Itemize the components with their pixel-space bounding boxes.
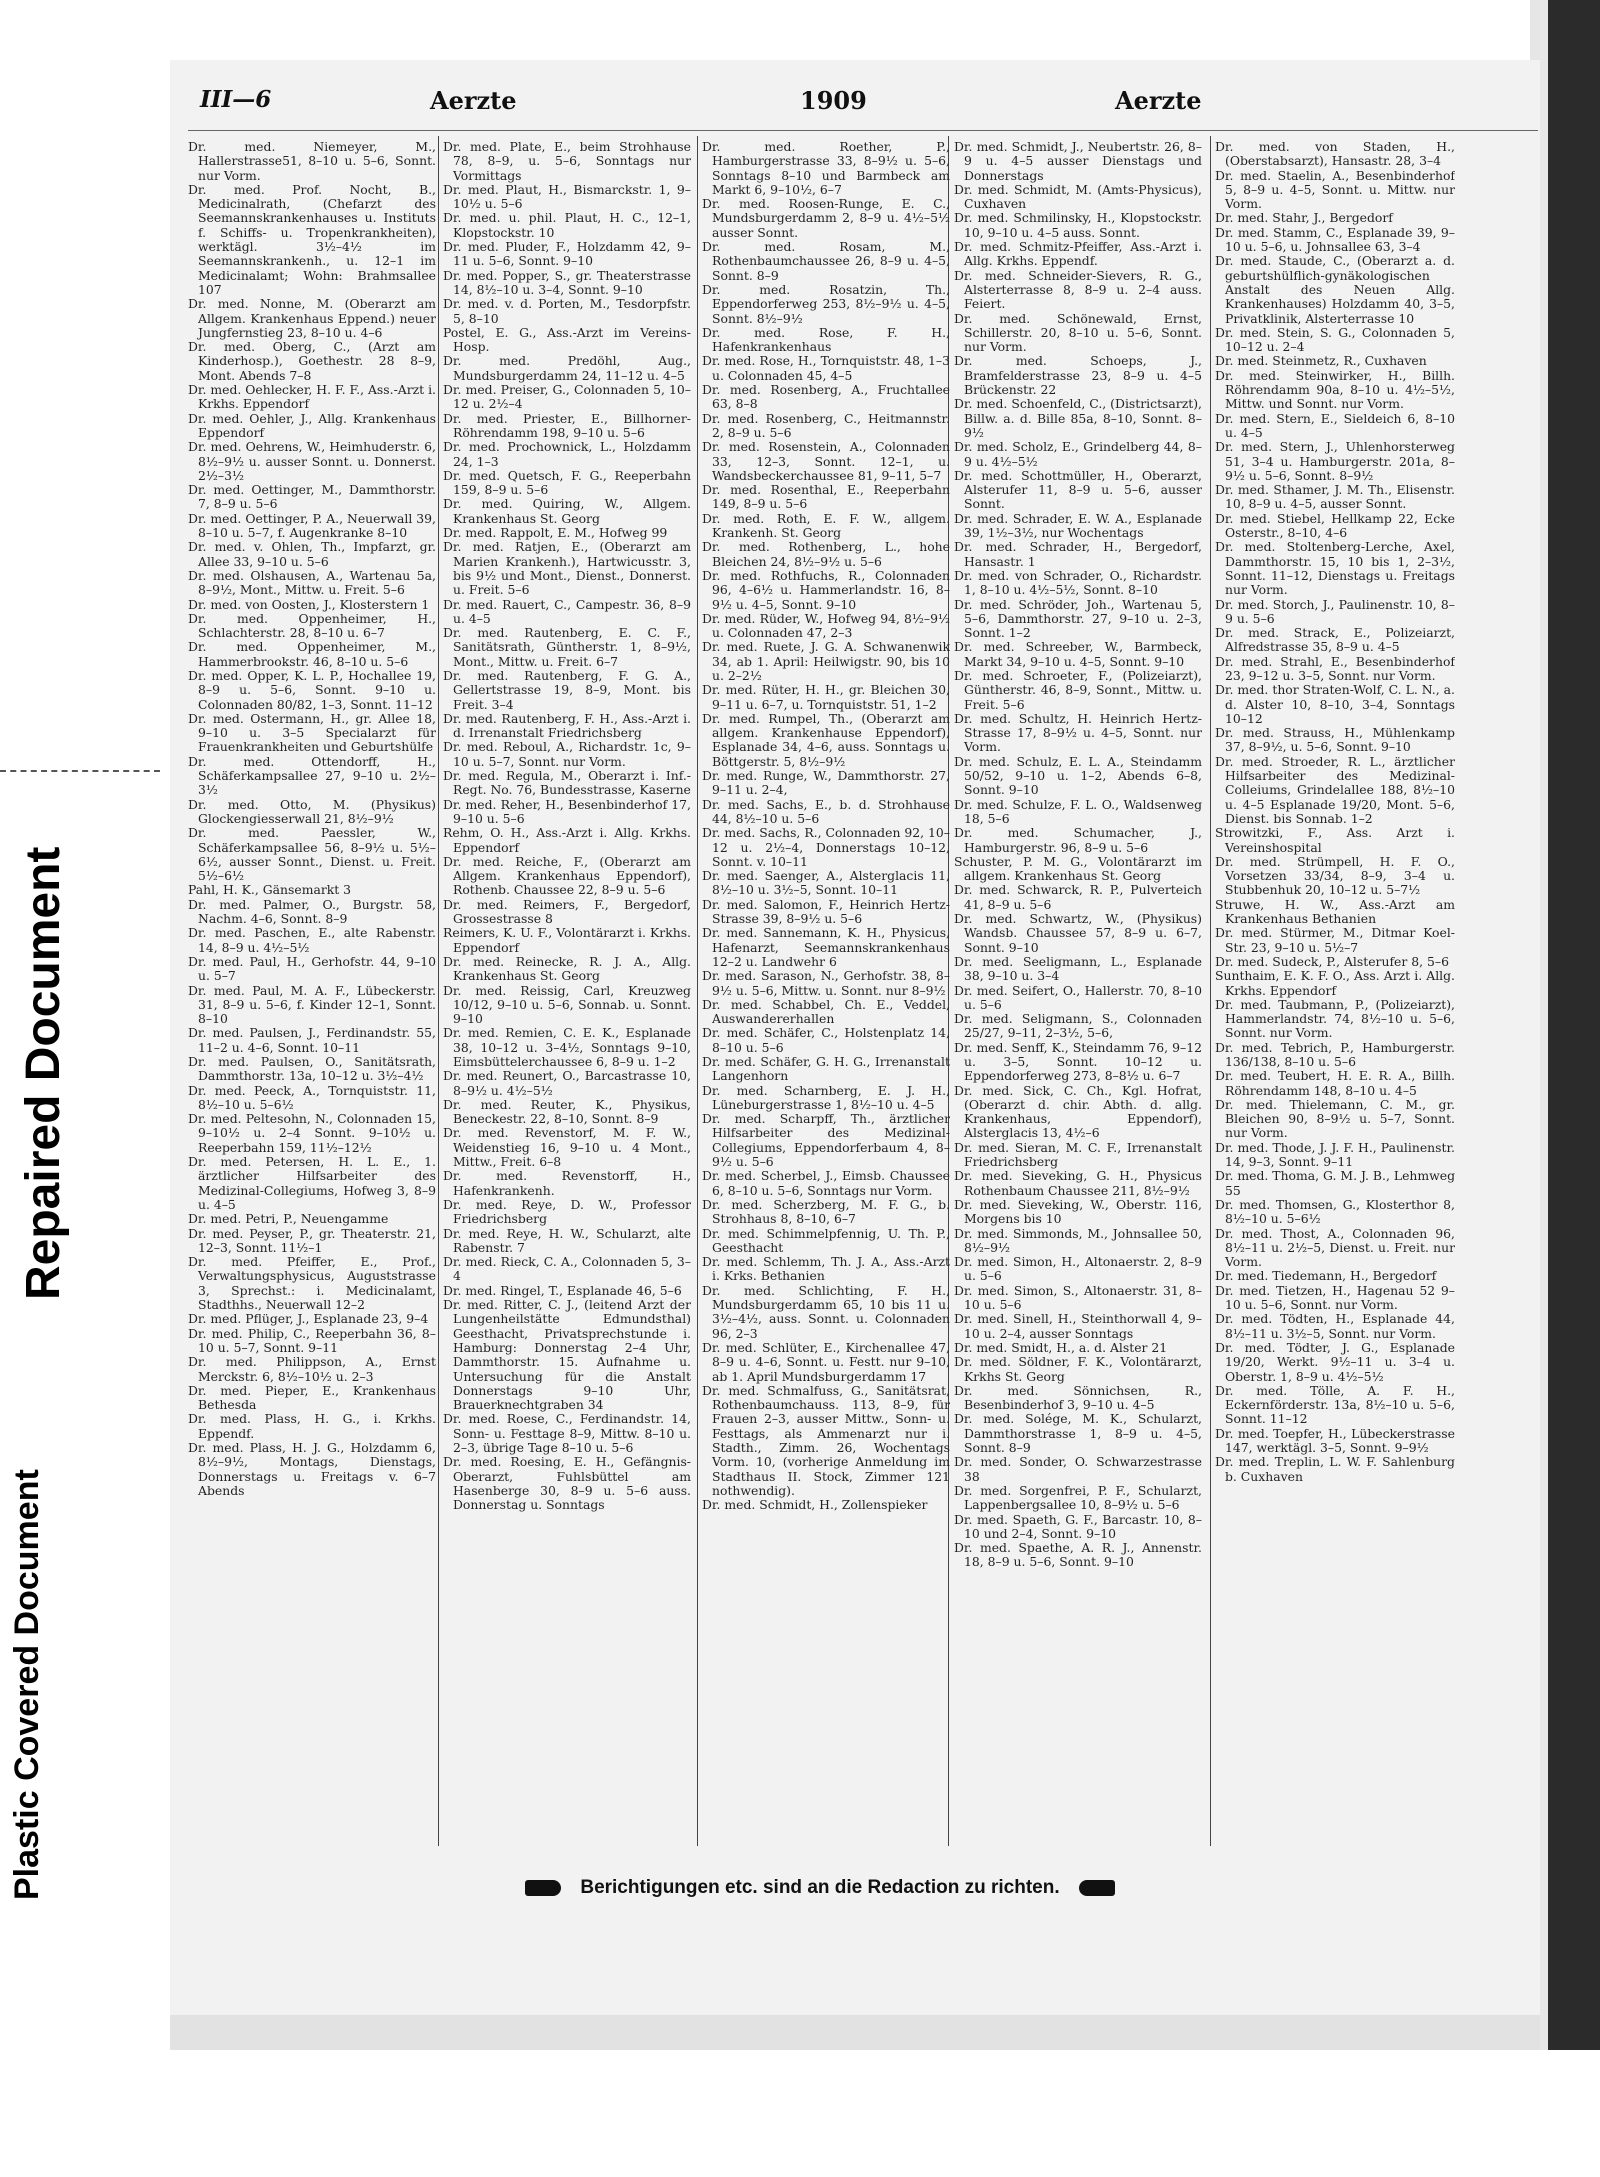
directory-entry: Dr. med. Rose, H., Tornquiststr. 48, 1–3 u. Colonnaden 45, 4–5 — [702, 353, 950, 383]
directory-entry: Dr. med. Strahl, E., Besenbinderhof 23, 9–12 u. 3–5, Sonnt. nur Vorm. — [1215, 653, 1455, 683]
directory-entry: Dr. med. Stein, S. G., Colonnaden 5, 10–12 u. 2–4 — [1215, 324, 1455, 355]
directory-entry: Dr. med. Sorgenfrei, P. F., Schularzt, Lappenbergsallee 10, 8–9½ u. 5–6 — [954, 1482, 1202, 1513]
directory-entry: Dr. med. Stahr, J., Bergedorf — [1215, 210, 1393, 226]
directory-entry: Dr. med. Ostermann, H., gr. Allee 18, 9–10 u. 3–5 Specialarzt für Frauenkrankheiten und Geburtshülfe — [188, 710, 436, 755]
directory-entry: Dr. med. Schroeter, F., (Polizeiarzt), Güntherstr. 46, 8–9, Sonnt., Mittw. u. Freit. 5–6 — [954, 667, 1202, 712]
directory-entry: Dr. med. Reher, H., Besenbinderhof 17, 9–10 u. 5–6 — [443, 796, 691, 826]
directory-entry: Dr. med. Schmilinsky, H., Klopstockstr. 10, 9–10 u. 4–5 auss. Sonnt. — [954, 210, 1202, 240]
directory-entry: Dr. med. Petersen, H. L. E., 1. ärztlicher Hilfsarbeiter des Medizinal-Collegiums, Hofweg 3, 8–9 u. 4–5 — [188, 1154, 436, 1212]
directory-entry: Dr. med. Tiedemann, H., Bergedorf — [1215, 1268, 1437, 1284]
directory-entry: Dr. med. Rieck, C. A., Colonnaden 5, 3–4 — [443, 1254, 691, 1284]
directory-entry: Dr. med. Rose, F. H., Hafenkrankenhaus — [702, 324, 950, 355]
directory-entry: Dr. med. Oberg, C., (Arzt am Kinderhosp.), Goethestr. 28 8–9, Mont. Abends 7–8 — [188, 339, 436, 383]
directory-entry: Dr. med. Sonder, O. Schwarzestrasse 38 — [954, 1454, 1202, 1484]
directory-entry: Dr. med. thor Straten-Wolf, C. L. N., a. d. Alster 10, 8–10, 3–4, Sonntags 10–12 — [1215, 682, 1455, 726]
scan-edge-dark — [1548, 0, 1600, 2177]
directory-entry: Dr. med. Salomon, F., Heinrich Hertz-Strasse 39, 8–9½ u. 5–6 — [702, 896, 950, 927]
directory-entry: Dr. med. Stürmer, M., Ditmar Koel-Str. 23, 9–10 u. 5½–7 — [1215, 925, 1455, 955]
directory-entry: Dr. med. Priester, E., Billhorner-Röhrendamm 198, 9–10 u. 5–6 — [443, 410, 691, 440]
directory-entry: Dr. med. Rautenberg, F. G. A., Gellertstrasse 19, 8–9, Mont. bis Freit. 3–4 — [443, 667, 691, 712]
directory-entry: Dr. med. Schmidt, H., Zollenspieker — [702, 1497, 928, 1513]
directory-entry: Dr. med. Stern, J., Uhlenhorsterweg 51, 3–4 u. Hamburgerstr. 201a, 8–9½ u. 5–6, Sonnt. 8–9½ — [1215, 439, 1455, 483]
directory-entry: Dr. med. Steinwirker, H., Billh. Röhrendamm 90a, 8–10 u. 4½–5½, Mittw. und Sonnt. nur Vorm. — [1215, 367, 1455, 412]
directory-entry: Dr. med. Schimmelpfennig, U. Th. P., Geesthacht — [702, 1225, 950, 1255]
directory-entry: Dr. med. u. phil. Plaut, H. C., 12–1, Klopstockstr. 10 — [443, 210, 691, 240]
directory-entry: Dr. med. Taubmann, P., (Polizeiarzt), Hammerlandstr. 74, 8½–10 u. 5–6, Sonnt. nur Vorm. — [1215, 996, 1455, 1041]
directory-entry: Dr. med. Schönewald, Ernst, Schillerstr. 20, 8–10 u. 5–6, Sonnt. nur Vorm. — [954, 310, 1202, 355]
header-left-title: Aerzte — [430, 86, 517, 115]
directory-entry: Dr. med. Peeck, A., Tornquiststr. 11, 8½–10 u. 5–6½ — [188, 1082, 436, 1112]
directory-entry: Dr. med. Plaut, H., Bismarckstr. 1, 9–10½ u. 5–6 — [443, 181, 691, 212]
directory-entry: Dr. med. Seifert, O., Hallerstr. 70, 8–10 u. 5–6 — [954, 982, 1202, 1012]
directory-entry: Dr. med. Sieveking, G. H., Physicus Rothenbaum Chaussee 211, 8½–9½ — [954, 1168, 1202, 1198]
directory-entry: Dr. med. Prof. Nocht, B., Medicinalrath, (Chefarzt des Seemannskrankenhauses u. Instituts f. Schiffs- u. Tropenkrankheiten), werktägl. 3½–4½ im Seemannskrankenh., u. 12–1 im Medicinalamt; Wohn: Brahmsallee 107 — [188, 181, 436, 297]
directory-entry: Dr. med. Treplin, L. W. F. Sahlenburg b. Cuxhaven — [1215, 1454, 1455, 1484]
directory-entry: Dr. med. Söldner, F. K., Volontärarzt, Krkhs St. Georg — [954, 1354, 1202, 1384]
directory-entry: Dr. med. Peyser, P., gr. Theaterstr. 21, 12–3, Sonnt. 11½–1 — [188, 1225, 436, 1255]
directory-entry: Dr. med. v. d. Porten, M., Tesdorpfstr. 5, 8–10 — [443, 296, 691, 326]
directory-entry: Dr. med. Schmitz-Pfeiffer, Ass.-Arzt i. Allg. Krkhs. Eppendf. — [954, 239, 1202, 269]
directory-entry: Dr. med. Schlüter, E., Kirchenallee 47, 8–9 u. 4–6, Sonnt. u. Festt. nur 9–10, ab 1. April Mundsburgerdamm 17 — [702, 1339, 950, 1384]
directory-entry: Dr. med. Reinecke, R. J. A., Allg. Krankenhaus St. Georg — [443, 953, 691, 984]
directory-entry: Dr. med. Scherzberg, M. F. G., b. Strohhaus 8, 8–10, 6–7 — [702, 1196, 950, 1227]
directory-entry: Dr. med. Schröder, Joh., Wartenau 5, 5–6, Dammthorstr. 27, 9–10 u. 2–3, Sonnt. 1–2 — [954, 596, 1202, 641]
directory-entry: Dr. med. Peltesohn, N., Colonnaden 15, 9–10½ u. 2–4 Sonnt. 9–10½ u. Reeperbahn 159, 11½–12½ — [188, 1111, 436, 1155]
directory-entry: Dr. med. Schmalfuss, G., Sanitätsrat, Rothenbaumchauss. 113, 8–9, für Frauen 2–3, ausser Mittw., Sonn- u. Festtags, als Ammenarzt nur i. Stadth., Zimm. 26, Wochentags Vorm. 10, (vorherige Anmeldung im Stadthaus II. Stock, Zimmer 121 nothwendig). — [702, 1382, 950, 1498]
directory-entry: Dr. med. Plate, E., beim Strohhause 78, 8–9, u. 5–6, Sonntags nur Vormittags — [443, 140, 691, 183]
directory-entry: Dr. med. Oettinger, M., Dammthorstr. 7, 8–9 u. 5–6 — [188, 482, 436, 512]
directory-entry: Dr. med. Roether, P., Hamburgerstrasse 33, 8–9½ u. 5–6, Sonntags 8–10 und Barmbeck am Markt 6, 9–10½, 6–7 — [702, 140, 950, 197]
directory-entry: Dr. med. Oppenheimer, M., Hammerbrookstr. 46, 8–10 u. 5–6 — [188, 639, 436, 669]
directory-entry: Dr. med. Strack, E., Polizeiarzt, Alfredstrasse 35, 8–9 u. 4–5 — [1215, 625, 1455, 655]
directory-entry: Dr. med. Pflüger, J., Esplanade 23, 9–4 — [188, 1311, 429, 1327]
directory-entry: Dr. med. Simon, H., Altonaerstr. 2, 8–9 u. 5–6 — [954, 1254, 1202, 1284]
directory-entry: Dr. med. Ringel, T., Esplanade 46, 5–6 — [443, 1282, 682, 1298]
directory-entry: Dr. med. Quetsch, F. G., Reeperbahn 159, 8–9 u. 5–6 — [443, 467, 691, 498]
directory-entry: Dr. med. Roosen-Runge, E. C., Mundsburgerdamm 2, 8–9 u. 4½–5½ ausser Sonnt. — [702, 196, 950, 240]
pointing-hand-icon — [525, 1880, 561, 1896]
directory-entry: Dr. med. Oettinger, P. A., Neuerwall 39, 8–10 u. 5–7, f. Augenkranke 8–10 — [188, 510, 436, 541]
directory-entry: Dr. med. Scherbel, J., Eimsb. Chaussee 6, 8–10 u. 5–6, Sonntags nur Vorm. — [702, 1168, 950, 1198]
directory-entry: Dr. med. Solége, M. K., Schularzt, Dammthorstrasse 1, 8–9 u. 4–5, Sonnt. 8–9 — [954, 1411, 1202, 1456]
directory-entry: Dr. med. Rauert, C., Campestr. 36, 8–9 u. 4–5 — [443, 596, 691, 626]
directory-entry: Dr. med. Runge, W., Dammthorstr. 27, 9–11 u. 2–4, — [702, 768, 950, 798]
directory-entry: Dr. med. Rautenberg, F. H., Ass.-Arzt i. d. Irrenanstalt Friedrichsberg — [443, 710, 691, 741]
directory-entry: Dr. med. Sieveking, W., Oberstr. 116, Morgens bis 10 — [954, 1196, 1202, 1227]
directory-entry: Dr. med. Regula, M., Oberarzt i. Inf.-Regt. No. 76, Bundesstrasse, Kaserne — [443, 768, 691, 798]
directory-entry: Dr. med. Reunert, O., Barcastrasse 10, 8–9½ u. 4½–5½ — [443, 1068, 691, 1098]
directory-entry: Dr. med. Palmer, O., Burgstr. 58, Nachm. 4–6, Sonnt. 8–9 — [188, 896, 436, 927]
directory-entry: Dr. med. Stroeder, R. L., ärztlicher Hilfsarbeiter des Medizinal-Colleiums, Grindelallee 188, 8½–10 u. 4–5 Esplanade 19/20, Mont. 5–6, Dienst. bis Sonnab. 1–2 — [1215, 753, 1455, 826]
directory-entry: Dr. med. Philip, C., Reeperbahn 36, 8–10 u. 5–7, Sonnt. 9–11 — [188, 1325, 436, 1355]
directory-entry: Dr. med. Schneider-Sievers, R. G., Alsterterrasse 8, 8–9 u. 2–4 auss. Feiert. — [954, 267, 1202, 312]
directory-entry: Dr. med. Paulsen, O., Sanitätsrath, Dammthorstr. 13a, 10–12 u. 3½–4½ — [188, 1054, 436, 1084]
directory-entry: Dr. med. Rautenberg, E. C. F., Sanitätsrath, Güntherstr. 1, 8–9½, Mont., Mittw. u. Freit. 6–7 — [443, 625, 691, 669]
directory-entry: Dr. med. Schabbel, Ch. E., Veddel, Auswandererhallen — [702, 996, 950, 1027]
directory-entry: Dr. med. Schwartz, W., (Physikus) Wandsb. Chaussee 57, 8–9 u. 6–7, Sonnt. 9–10 — [954, 911, 1202, 955]
directory-entry: Dr. med. Schrader, H., Bergedorf, Hansastr. 1 — [954, 539, 1202, 569]
directory-entry: Dr. med. Schwarck, R. P., Pulverteich 41, 8–9 u. 5–6 — [954, 882, 1202, 912]
directory-entry: Dr. med. Reiche, F., (Oberarzt am Allgem. Krankenhaus Eppendorf), Rothenb. Chaussee 22, 8–9 u. 5–6 — [443, 853, 691, 898]
directory-entry: Dr. med. Tödten, H., Esplanade 44, 8½–11 u. 3½–5, Sonnt. nur Vorm. — [1215, 1311, 1455, 1341]
directory-entry: Dr. med. Simon, S., Altonaerstr. 31, 8–10 u. 5–6 — [954, 1282, 1202, 1313]
page-number: III—6 — [200, 86, 272, 113]
directory-entry: Dr. med. Schmidt, M. (Amts-Physicus), Cuxhaven — [954, 181, 1202, 212]
page-bottom-shadow — [170, 2015, 1540, 2050]
directory-entry: Dr. med. Prochownick, L., Holzdamm 24, 1–3 — [443, 439, 691, 469]
directory-entry: Dr. med. Storch, J., Paulinenstr. 10, 8–9 u. 5–6 — [1215, 596, 1455, 626]
column-5 — [1215, 140, 1455, 1840]
directory-entry: Dr. med. Reimers, F., Bergedorf, Grossestrasse 8 — [443, 896, 691, 927]
directory-entry: Dr. med. Schoenfeld, C., (Districtsarzt), Billw. a. d. Bille 85a, 8–10, Sonnt. 8–9½ — [954, 396, 1202, 440]
header-rule — [188, 130, 1538, 131]
directory-entry: Dr. med. Revenstorf, M. F. W., Weidenstieg 16, 9–10 u. 4 Mont., Mittw., Freit. 6–8 — [443, 1125, 691, 1170]
directory-entry: Dr. med. Schulz, E. L. A., Steindamm 50/52, 9–10 u. 1–2, Abends 6–8, Sonnt. 9–10 — [954, 753, 1202, 798]
dashed-separator — [0, 770, 160, 772]
column-divider — [1210, 136, 1211, 1846]
plastic-covered-document-label: Plastic Covered Document — [8, 1469, 46, 1900]
column-divider — [438, 136, 439, 1846]
directory-entry: Postel, E. G., Ass.-Arzt im Vereins-Hosp. — [443, 324, 691, 355]
directory-entry: Dr. med. Nonne, M. (Oberarzt am Allgem. Krankenhaus Eppend.) neuer Jungfernstieg 23, 8–10 u. 4–6 — [188, 296, 436, 340]
repaired-document-label: Repaired Document — [17, 846, 70, 1300]
directory-entry: Dr. med. Rumpel, Th., (Oberarzt am allgem. Krankenhause Eppendorf), Esplanade 34, 4–6, auss. Sonntags u. Böttgerstr. 5, 8½–9½ — [702, 710, 950, 769]
directory-entry: Dr. med. Ottendorff, H., Schäferkampsallee 27, 9–10 u. 2½–3½ — [188, 753, 436, 798]
directory-entry: Sunthaim, E. K. F. O., Ass. Arzt i. Allg. Krkhs. Eppendorf — [1215, 968, 1455, 998]
pointing-hand-icon — [1079, 1880, 1115, 1896]
directory-entry: Dr. med. Reye, H. W., Schularzt, alte Rabenstr. 7 — [443, 1225, 691, 1255]
directory-entry: Dr. med. Olshausen, A., Wartenau 5a, 8–9½, Mont., Mittw. u. Freit. 5–6 — [188, 567, 436, 598]
directory-entry: Dr. med. Sick, C. Ch., Kgl. Hofrat, (Oberarzt d. chir. Abth. d. allg. Krankenhaus, Eppendorf), Alsterglacis 13, 4½–6 — [954, 1082, 1202, 1141]
footer-note: Berichtigungen etc. sind an die Redaction zu richten. — [580, 1877, 1060, 1898]
directory-entry: Dr. med. Tietzen, H., Hagenau 52 9–10 u. 5–6, Sonnt. nur Vorm. — [1215, 1282, 1455, 1313]
directory-entry: Dr. med. Paulsen, J., Ferdinandstr. 55, 11–2 u. 4–6, Sonnt. 10–11 — [188, 1025, 436, 1055]
directory-entry: Schuster, P. M. G., Volontärarzt im allgem. Krankenhaus St. Georg — [954, 853, 1202, 884]
directory-entry: Dr. med. von Schrader, O., Richardstr. 1, 8–10 u. 4½–5½, Sonnt. 8–10 — [954, 567, 1202, 598]
directory-entry: Dr. med. Schreeber, W., Barmbeck, Markt 34, 9–10 u. 4–5, Sonnt. 9–10 — [954, 639, 1202, 669]
directory-entry: Dr. med. Predöhl, Aug., Mundsburgerdamm 24, 11–12 u. 4–5 — [443, 353, 691, 383]
directory-entry: Dr. med. Schäfer, G. H. G., Irrenanstalt Langenhorn — [702, 1054, 950, 1084]
directory-entry: Dr. med. Reboul, A., Richardstr. 1c, 9–10 u. 5–7, Sonnt. nur Vorm. — [443, 739, 691, 769]
directory-entry: Dr. med. Sarason, N., Gerhofstr. 38, 8–9½ u. 5–6, Mittw. u. Sonnt. nur 8–9½ — [702, 968, 950, 998]
column-4 — [954, 140, 1202, 1840]
directory-entry: Dr. med. Oehlecker, H. F. F., Ass.-Arzt i. Krkhs. Eppendorf — [188, 382, 436, 412]
directory-entry: Dr. med. Thoma, G. M. J. B., Lehmweg 55 — [1215, 1168, 1455, 1198]
directory-entry: Dr. med. Rosenberg, A., Fruchtallee 63, 8–8 — [702, 382, 950, 412]
directory-entry: Dr. med. Ritter, C. J., (leitend Arzt der Lungenheilstätte Edmundsthal) Geesthacht, Privatsprechstunde i. Hamburg: Donnerstag 2–4 Uhr, Dammthorstr. 15. Aufnahme u. Untersuchung für die Anstalt Donnerstags 9–10 Uhr, Brauerknechtgraben 34 — [443, 1297, 691, 1413]
directory-entry: Dr. med. Thielemann, C. M., gr. Bleichen 90, 8–9½ u. 5–7, Sonnt. nur Vorm. — [1215, 1096, 1455, 1141]
directory-entry: Dr. med. von Oosten, J., Klosterstern 1 — [188, 596, 430, 612]
directory-entry: Dr. med. Sinell, H., Steinthorwall 4, 9–10 u. 2–4, ausser Sonntags — [954, 1311, 1202, 1341]
directory-entry: Dr. med. Smidt, H., a. d. Alster 21 — [954, 1339, 1168, 1355]
column-1 — [188, 140, 436, 1840]
directory-entry: Dr. med. Paul, H., Gerhofstr. 44, 9–10 u. 5–7 — [188, 953, 436, 984]
directory-entry: Dr. med. Rothenberg, L., hohe Bleichen 24, 8½–9½ u. 5–6 — [702, 539, 950, 569]
scan-bottom-margin — [0, 2050, 1600, 2177]
directory-entry: Dr. med. Schlemm, Th. J. A., Ass.-Arzt i. Krks. Bethanien — [702, 1254, 950, 1284]
directory-entry: Dr. med. v. Ohlen, Th., Impfarzt, gr. Allee 33, 9–10 u. 5–6 — [188, 539, 436, 569]
directory-entry: Dr. med. Petri, P., Neuengamme — [188, 1211, 389, 1227]
directory-entry: Strowitzki, F., Ass. Arzt i. Vereinshospital — [1215, 825, 1455, 855]
directory-entry: Struwe, H. W., Ass.-Arzt am Krankenhaus Bethanien — [1215, 896, 1455, 927]
directory-entry: Dr. med. Rosam, M., Rothenbaumchaussee 26, 8–9 u. 4–5, Sonnt. 8–9 — [702, 239, 950, 283]
directory-entry: Dr. med. Scharnberg, E. J. H., Lüneburgerstrasse 1, 8½–10 u. 4–5 — [702, 1082, 950, 1112]
directory-entry: Dr. med. Scharpff, Th., ärztlicher Hilfsarbeiter des Medizinal-Collegiums, Eppendorferbaum 4, 8–9½ u. 5–6 — [702, 1111, 950, 1170]
directory-entry: Dr. med. Schlichting, F. H., Mundsburgerdamm 65, 10 bis 11 u. 3½–4½, auss. Sonnt. u. Colonnaden 96, 2–3 — [702, 1282, 950, 1341]
directory-entry: Dr. med. Sönnichsen, R., Besenbinderhof 3, 9–10 u. 4–5 — [954, 1382, 1202, 1413]
directory-entry: Dr. med. Schulze, F. L. O., Waldsenweg 18, 5–6 — [954, 796, 1202, 826]
directory-entry: Dr. med. Thomsen, G., Klosterthor 8, 8½–10 u. 5–6½ — [1215, 1196, 1455, 1227]
directory-entry: Dr. med. Schmidt, J., Neubertstr. 26, 8–9 u. 4–5 ausser Dienstags und Donnerstags — [954, 140, 1202, 183]
directory-entry: Dr. med. Rosenthal, E., Reeperbahn 149, 8–9 u. 5–6 — [702, 482, 950, 512]
header-year: 1909 — [800, 86, 867, 115]
directory-entry: Dr. med. Oppenheimer, H., Schlachterstr. 28, 8–10 u. 6–7 — [188, 610, 436, 641]
directory-entry: Dr. med. Oehler, J., Allg. Krankenhaus Eppendorf — [188, 410, 436, 440]
directory-entry: Dr. med. Philippson, A., Ernst Merckstr. 6, 8½–10½ u. 2–3 — [188, 1354, 436, 1384]
directory-entry: Dr. med. Schrader, E. W. A., Esplanade 39, 1½–3½, nur Wochentags — [954, 510, 1202, 541]
directory-entry: Dr. med. Pluder, F., Holzdamm 42, 9–11 u. 5–6, Sonnt. 9–10 — [443, 239, 691, 269]
directory-entry: Dr. med. Schoeps, J., Bramfelderstrasse 23, 8–9 u. 4–5 Brückenstr. 22 — [954, 353, 1202, 398]
directory-entry: Dr. med. Rappolt, E. M., Hofweg 99 — [443, 525, 668, 541]
directory-entry: Dr. med. Opper, K. L. P., Hochallee 19, 8–9 u. 5–6, Sonnt. 9–10 u. Colonnaden 80/82, 1–3, Sonnt. 11–12 — [188, 667, 436, 712]
directory-entry: Dr. med. Senff, K., Steindamm 76, 9–12 u. 3–5, Sonnt. 10–12 u. Eppendorferweg 273, 8–8½ u. 6–7 — [954, 1039, 1202, 1084]
directory-entry: Dr. med. Simmonds, M., Johnsallee 50, 8½–9½ — [954, 1225, 1202, 1255]
directory-entry: Dr. med. Quiring, W., Allgem. Krankenhaus St. Georg — [443, 496, 691, 526]
directory-entry: Dr. med. Stiebel, Hellkamp 22, Ecke Osterstr., 8–10, 4–6 — [1215, 510, 1455, 541]
directory-entry: Dr. med. Sannemann, K. H., Physicus, Hafenarzt, Seemannskrankenhaus 12–2 u. Landwehr 6 — [702, 925, 950, 969]
directory-entry: Dr. med. Ruete, J. G. A. Schwanenwik 34, ab 1. April: Heilwigstr. 90, bis 10 u. 2–2½ — [702, 639, 950, 683]
page-header — [200, 86, 1380, 126]
directory-entry: Dr. med. Tölle, A. F. H., Eckernförderstr. 13a, 8½–10 u. 5–6, Sonnt. 11–12 — [1215, 1382, 1455, 1427]
directory-entry: Dr. med. Rüder, W., Hofweg 94, 8½–9½ u. Colonnaden 47, 2–3 — [702, 610, 950, 641]
directory-entry: Dr. med. Teubert, H. E. R. A., Billh. Röhrendamm 148, 8–10 u. 4–5 — [1215, 1068, 1455, 1098]
directory-entry: Dr. med. Roese, C., Ferdinandstr. 14, Sonn- u. Festtage 8–9, Mittw. 8–10 u. 2–3, übrige Tage 8–10 u. 5–6 — [443, 1411, 691, 1456]
directory-entry: Dr. med. Tebrich, P., Hamburgerstr. 136/138, 8–10 u. 5–6 — [1215, 1039, 1455, 1069]
directory-entry: Dr. med. Strümpell, H. F. O., Vorsetzen 33/34, 8–9, 3–4 u. Stubbenhuk 20, 10–12 u. 5–7½ — [1215, 853, 1455, 898]
directory-entry: Dr. med. Niemeyer, M., Hallerstrasse51, 8–10 u. 5–6, Sonnt. nur Vorm. — [188, 140, 436, 183]
directory-entry: Dr. med. Preiser, G., Colonnaden 5, 10–12 u. 2½–4 — [443, 382, 691, 412]
directory-entry: Dr. med. Sthamer, J. M. Th., Elisenstr. 10, 8–9 u. 4–5, ausser Sonnt. — [1215, 482, 1455, 512]
directory-entry: Dr. med. Saenger, A., Alsterglacis 11, 8½–10 u. 3½–5, Sonnt. 10–11 — [702, 868, 950, 898]
directory-entry: Dr. med. Strauss, H., Mühlenkamp 37, 8–9½, u. 5–6, Sonnt. 9–10 — [1215, 725, 1455, 755]
directory-entry: Dr. med. Plass, H. G., i. Krkhs. Eppendf. — [188, 1411, 436, 1441]
directory-entry: Dr. med. Rothfuchs, R., Colonnaden 96, 4–6½ u. Hammerlandstr. 16, 8–9½ u. 4–5, Sonnt. 9–10 — [702, 567, 950, 612]
directory-entry: Dr. med. Roesing, E. H., Gefängnis-Oberarzt, Fuhlsbüttel am Hasenberge 30, 8–9 u. 5–6 auss. Donnerstag u. Sonntags — [443, 1454, 691, 1513]
directory-entry: Dr. med. Seligmann, S., Colonnaden 25/27, 9–11, 2–3½, 5–6, — [954, 1011, 1202, 1041]
directory-entry: Dr. med. Paschen, E., alte Rabenstr. 14, 8–9 u. 4½–5½ — [188, 925, 436, 955]
directory-entry: Reimers, K. U. F., Volontärarzt i. Krkhs. Eppendorf — [443, 925, 691, 955]
directory-entry: Dr. med. Rosatzin, Th., Eppendorferweg 253, 8½–9½ u. 4–5, Sonnt. 8½–9½ — [702, 281, 950, 326]
directory-entry: Dr. med. Stamm, C., Esplanade 39, 9–10 u. 5–6, u. Johnsallee 63, 3–4 — [1215, 224, 1455, 255]
directory-entry: Dr. med. Reuter, K., Physikus, Beneckestr. 22, 8–10, Sonnt. 8–9 — [443, 1096, 691, 1127]
directory-entry: Dr. med. Sudeck, P., Alsterufer 8, 5–6 — [1215, 953, 1449, 969]
directory-entry: Dr. med. Rüter, H. H., gr. Bleichen 30, 9–11 u. 6–7, u. Tornquiststr. 51, 1–2 — [702, 682, 950, 712]
directory-entry: Dr. med. Paessler, W., Schäferkampsallee 56, 8–9½ u. 5½–6½, ausser Sonnt., Dienst. u. Freit. 5½–6½ — [188, 825, 436, 884]
directory-entry: Dr. med. Schottmüller, H., Oberarzt, Alsterufer 11, 8–9 u. 5–6, ausser Sonnt. — [954, 467, 1202, 512]
directory-entry: Dr. med. Plass, H. J. G., Holzdamm 6, 8½–9½, Montags, Dienstags, Donnerstags u. Freitags v. 6–7 Abends — [188, 1440, 436, 1498]
directory-entry: Dr. med. Tödter, J. G., Esplanade 19/20, Werkt. 9½–11 u. 3–4 u. Oberstr. 1, 8–9 u. 4½–5½ — [1215, 1339, 1455, 1384]
directory-entry: Dr. med. Reissig, Carl, Kreuzweg 10/12, 9–10 u. 5–6, Sonnab. u. Sonnt. 9–10 — [443, 982, 691, 1027]
directory-entry: Dr. med. Oehrens, W., Heimhuderstr. 6, 8½–9½ u. ausser Sonnt. u. Donnerst. 2½–3½ — [188, 439, 436, 483]
directory-entry: Dr. med. Toepfer, H., Lübeckerstrasse 147, werktägl. 3–5, Sonnt. 9–9½ — [1215, 1425, 1455, 1456]
directory-entry: Dr. med. Pieper, E., Krankenhaus Bethesda — [188, 1382, 436, 1413]
directory-entry: Dr. med. Roth, E. F. W., allgem. Krankenh. St. Georg — [702, 510, 950, 541]
directory-entry: Dr. med. Thode, J. J. F. H., Paulinenstr. 14, 9–3, Sonnt. 9–11 — [1215, 1139, 1455, 1170]
directory-entry: Dr. med. Otto, M. (Physikus) Glockengiesserwall 21, 8½–9½ — [188, 796, 436, 826]
directory-entry: Pahl, H. K., Gänsemarkt 3 — [188, 882, 352, 898]
directory-entry: Dr. med. Schäfer, C., Holstenplatz 14, 8–10 u. 5–6 — [702, 1025, 950, 1055]
directory-entry: Dr. med. von Staden, H., (Oberstabsarzt), Hansastr. 28, 3–4 — [1215, 140, 1455, 169]
directory-entry: Dr. med. Pfeiffer, E., Prof., Verwaltungsphysicus, Auguststrasse 3, Sprechst.: i. Medicinalamt, Stadthhs., Neuerwall 12–2 — [188, 1254, 436, 1313]
directory-entry: Dr. med. Popper, S., gr. Theaterstrasse 14, 8½–10 u. 3–4, Sonnt. 9–10 — [443, 267, 691, 297]
directory-entry: Dr. med. Thost, A., Colonnaden 96, 8½–11 u. 2½–5, Dienst. u. Freit. nur Vorm. — [1215, 1225, 1455, 1270]
directory-entry: Dr. med. Schumacher, J., Hamburgerstr. 96, 8–9 u. 5–6 — [954, 825, 1202, 855]
directory-entry: Dr. med. Spaethe, A. R. J., Annenstr. 18, 8–9 u. 5–6, Sonnt. 9–10 — [954, 1540, 1202, 1570]
directory-entry: Dr. med. Remien, C. E. K., Esplanade 38, 10–12 u. 3–4½, Sonntags 9–10, Eimsbüttelerchaussee 6, 8–9 u. 1–2 — [443, 1025, 691, 1069]
column-divider — [697, 136, 698, 1846]
column-3 — [702, 140, 950, 1840]
directory-entry: Dr. med. Sieran, M. C. F., Irrenanstalt Friedrichsberg — [954, 1139, 1202, 1170]
page-footer — [440, 1877, 1200, 1907]
directory-entry: Dr. med. Stoltenberg-Lerche, Axel, Dammthorstr. 15, 10 bis 1, 2–3½, Sonnt. 11–12, Dienstags u. Freitags nur Vorm. — [1215, 539, 1455, 598]
directory-entry: Dr. med. Sachs, R., Colonnaden 92, 10–12 u. 2½–4, Donnerstags 10–12, Sonnt. v. 10–11 — [702, 825, 950, 869]
directory-entry: Dr. med. Staelin, A., Besenbinderhof 5, 8–9 u. 4–5, Sonnt. u. Mittw. nur Vorm. — [1215, 167, 1455, 212]
directory-entry: Rehm, O. H., Ass.-Arzt i. Allg. Krkhs. Eppendorf — [443, 825, 691, 855]
directory-entry: Dr. med. Spaeth, G. F., Barcastr. 10, 8–10 und 2–4, Sonnt. 9–10 — [954, 1511, 1202, 1541]
directory-entry: Dr. med. Revenstorff, H., Hafenkrankenh. — [443, 1168, 691, 1198]
directory-entry: Dr. med. Scholz, E., Grindelberg 44, 8–9 u. 4½–5½ — [954, 439, 1202, 469]
directory-entry: Dr. med. Ratjen, E., (Oberarzt am Marien Krankenh.), Hartwicusstr. 3, bis 9½ und Mont., Dienst., Donnerst. u. Freit. 5–6 — [443, 539, 691, 598]
directory-entry: Dr. med. Stern, E., Sieldeich 6, 8–10 u. 4–5 — [1215, 410, 1455, 440]
directory-entry: Dr. med. Rosenberg, C., Heitmannstr. 2, 8–9 u. 5–6 — [702, 410, 950, 440]
header-right-title: Aerzte — [1115, 86, 1202, 115]
directory-entry: Dr. med. Sachs, E., b. d. Strohhause 44, 8½–10 u. 5–6 — [702, 796, 950, 826]
directory-entry: Dr. med. Rosenstein, A., Colonnaden 33, 12–3, Sonnt. 12–1, u. Wandsbeckerchaussee 81, 9–11, 5–7 — [702, 439, 950, 483]
directory-entry: Dr. med. Schultz, H. Heinrich Hertz-Strasse 17, 8–9½ u. 4–5, Sonnt. nur Vorm. — [954, 710, 1202, 755]
directory-entry: Dr. med. Paul, M. A. F., Lübeckerstr. 31, 8–9 u. 5–6, f. Kinder 12–1, Sonnt. 8–10 — [188, 982, 436, 1027]
directory-entry: Dr. med. Staude, C., (Oberarzt a. d. geburtshülflich-gynäkologischen Anstalt des Neuen Allg. Krankenhauses) Holzdamm 40, 3–5, Privatklinik, Alsterterrasse 10 — [1215, 253, 1455, 326]
directory-entry: Dr. med. Seeligmann, L., Esplanade 38, 9–10 u. 3–4 — [954, 953, 1202, 984]
directory-entry: Dr. med. Steinmetz, R., Cuxhaven — [1215, 353, 1427, 369]
directory-entry: Dr. med. Reye, D. W., Professor Friedrichsberg — [443, 1196, 691, 1227]
column-2 — [443, 140, 691, 1840]
